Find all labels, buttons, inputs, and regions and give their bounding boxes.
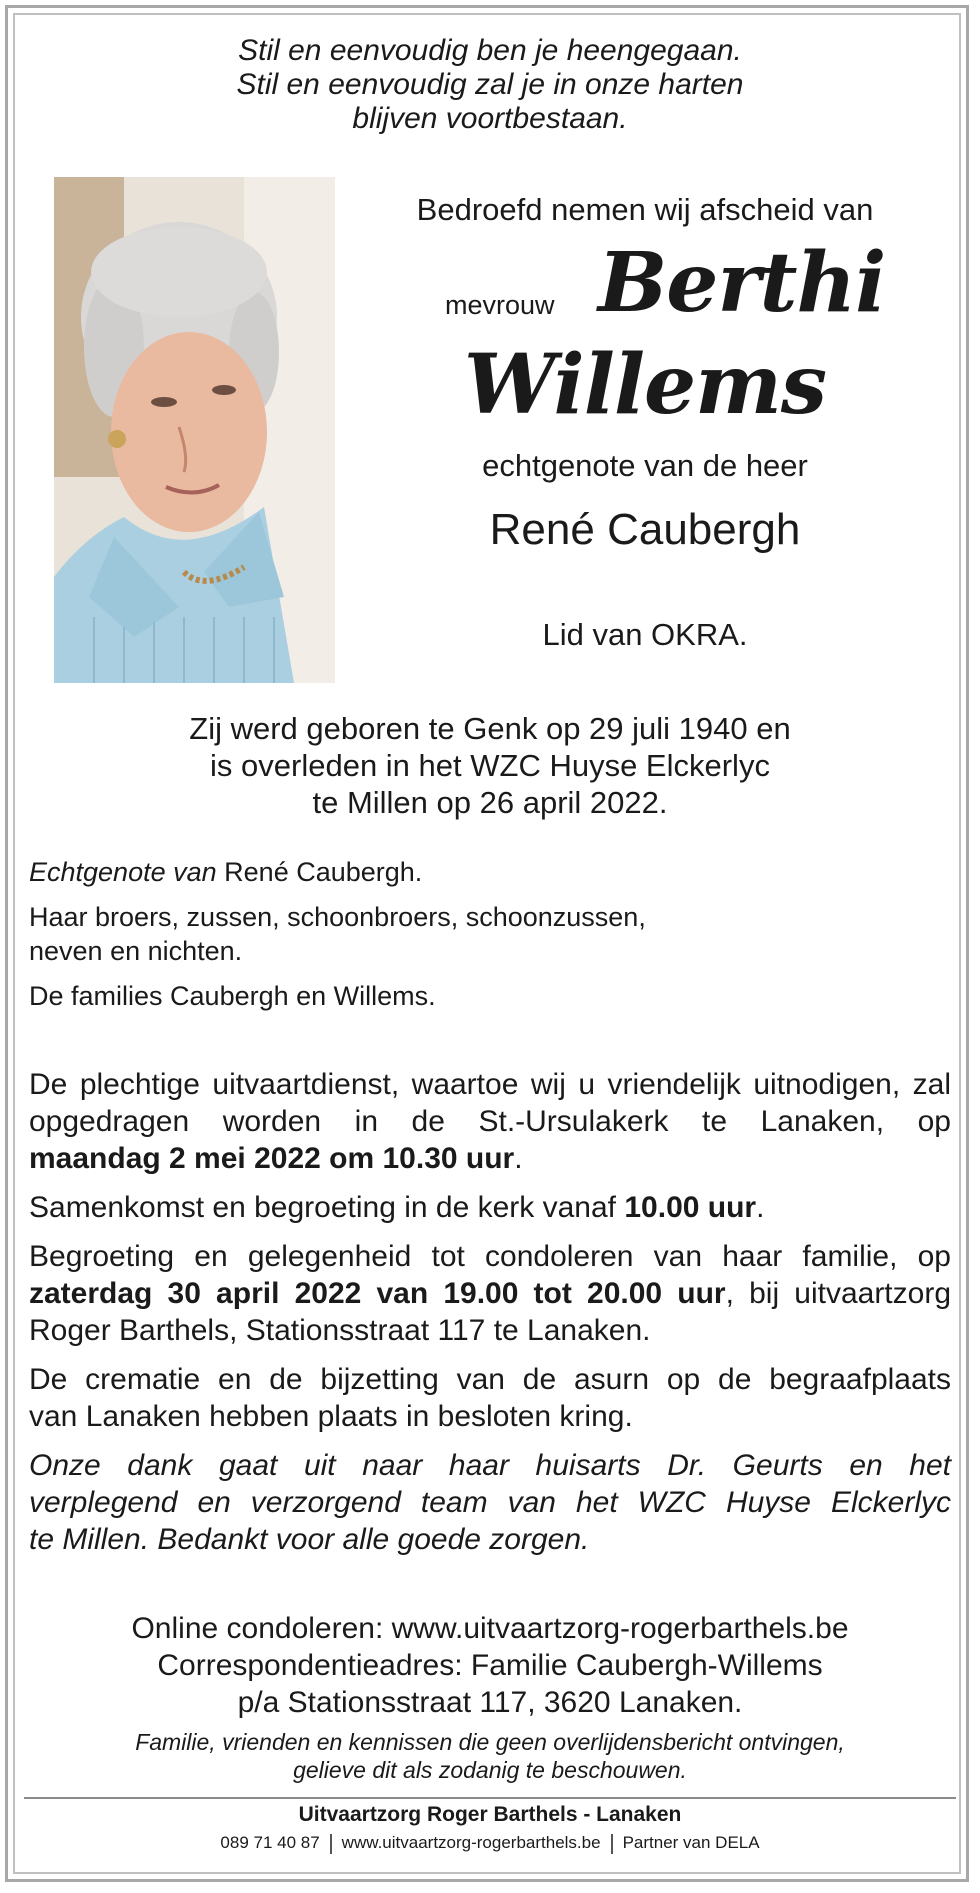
footer-contact-line [60, 1833, 920, 1854]
birth-line: Zij werd geboren te Genk op 29 juli 1940 en [189, 711, 791, 746]
notice-line: gelieve dit als zodanig te beschouwen. [293, 1757, 687, 1783]
honorific: mevrouw [445, 290, 555, 320]
portrait-photo [54, 177, 335, 683]
correspondence-address: p/a Stationsstraat 117, 3620 Lanaken. [237, 1686, 743, 1719]
funeral-home-name: Uitvaartzorg Roger Barthels - Lanaken [298, 1803, 682, 1826]
relatives-entry [29, 900, 929, 968]
membership: Lid van OKRA. [542, 617, 748, 652]
notice [60, 1728, 920, 1784]
birth-line: te Millen op 26 april 2022. [312, 785, 668, 820]
online-condolence: Online condoleren: www.uitvaartzorg-rogerbarthels.be [131, 1612, 849, 1645]
relatives-line: neven en nichten. [29, 936, 243, 966]
spouse-value: René Caubergh. [224, 857, 423, 887]
families-entry: De families Caubergh en Willems. [29, 981, 436, 1011]
poem-line: Stil en eenvoudig ben je heengegaan. [238, 34, 742, 67]
service-line: opgedragen worden in de St.-Ursulakerk te Lanaken, op [29, 1105, 951, 1138]
footer-separator [330, 1834, 332, 1854]
cremation-line: De crematie en de bijzetting van de asurn op de begraafplaats [29, 1363, 951, 1396]
service-date: maandag 2 mei 2022 om 10.30 uur [29, 1142, 515, 1175]
visitation-line: Begroeting en gelegenheid tot condoleren van haar familie, op [29, 1240, 951, 1273]
thanks-paragraph [29, 1447, 951, 1558]
visitation-paragraph [29, 1238, 951, 1349]
announcement-intro: Bedroefd nemen wij afscheid van [416, 192, 874, 227]
cremation-line: van Lanaken hebben plaats in besloten kring. [29, 1400, 633, 1433]
spouse-label: Echtgenote van [29, 857, 217, 887]
gathering-text: Samenkomst en begroeting in de kerk vanaf [29, 1191, 617, 1224]
thanks-line: te Millen. Bedankt voor alle goede zorgen. [29, 1523, 590, 1556]
family-section [29, 855, 929, 1024]
gathering-time: 10.00 uur [624, 1191, 757, 1224]
relatives-line: Haar broers, zussen, schoonbroers, schoonzussen, [29, 902, 646, 932]
service-paragraph: De plechtige uitvaartdienst, waartoe wij u vriendelijk uitnodigen, zal opgedragen worden in de St.-Ursulakerk te Lanaken, op maandag 2 mei 2022 om 10.30 uur. [29, 1068, 951, 1175]
cremation-paragraph [29, 1361, 951, 1435]
visitation-rest: , bij uitvaartzorg [725, 1277, 952, 1310]
visitation-line-2 [29, 1275, 951, 1312]
birth-death-info [120, 710, 860, 821]
thanks-line: Onze dank gaat uit naar haar huisarts Dr. Geurts en het [29, 1449, 951, 1482]
thanks-line: verplegend en verzorgend team van het WZC Huyse Elckerlyc [29, 1486, 951, 1519]
spouse-entry [29, 855, 929, 889]
visitation-date: zaterdag 30 april 2022 van 19.00 tot 20.00 uur [29, 1277, 726, 1310]
spouse-name: René Caubergh [489, 505, 801, 554]
footer-phone: 089 71 40 87 [220, 1833, 320, 1852]
contact-info [60, 1610, 920, 1721]
deceased-first-name: Berthi [598, 235, 886, 331]
poem-line: blijven voortbestaan. [352, 102, 628, 135]
footer-divider [24, 1797, 956, 1799]
correspondence-address: Correspondentieadres: Familie Caubergh-Willems [157, 1649, 823, 1682]
birth-line: is overleden in het WZC Huyse Elckerlyc [210, 748, 770, 783]
visitation-line: Roger Barthels, Stationsstraat 117 te Lanaken. [29, 1314, 651, 1347]
service-line: De plechtige uitvaartdienst, waartoe wij u vriendelijk uitnodigen, zal [29, 1068, 951, 1101]
footer-partner: Partner van DELA [622, 1833, 760, 1852]
gathering-paragraph: Samenkomst en begroeting in de kerk vanaf 10.00 uur. [29, 1191, 765, 1224]
footer-website: www.uitvaartzorg-rogerbarthels.be [341, 1833, 601, 1852]
notice-line: Familie, vrienden en kennissen die geen overlijdensbericht ontvingen, [135, 1729, 845, 1755]
spouse-intro: echtgenote van de heer [482, 448, 808, 483]
poem-line: Stil en eenvoudig zal je in onze harten [236, 68, 744, 101]
deceased-last-name: Willems [463, 337, 827, 433]
funeral-details [29, 1066, 951, 1570]
opening-poem [120, 34, 860, 136]
footer-separator [611, 1834, 613, 1854]
